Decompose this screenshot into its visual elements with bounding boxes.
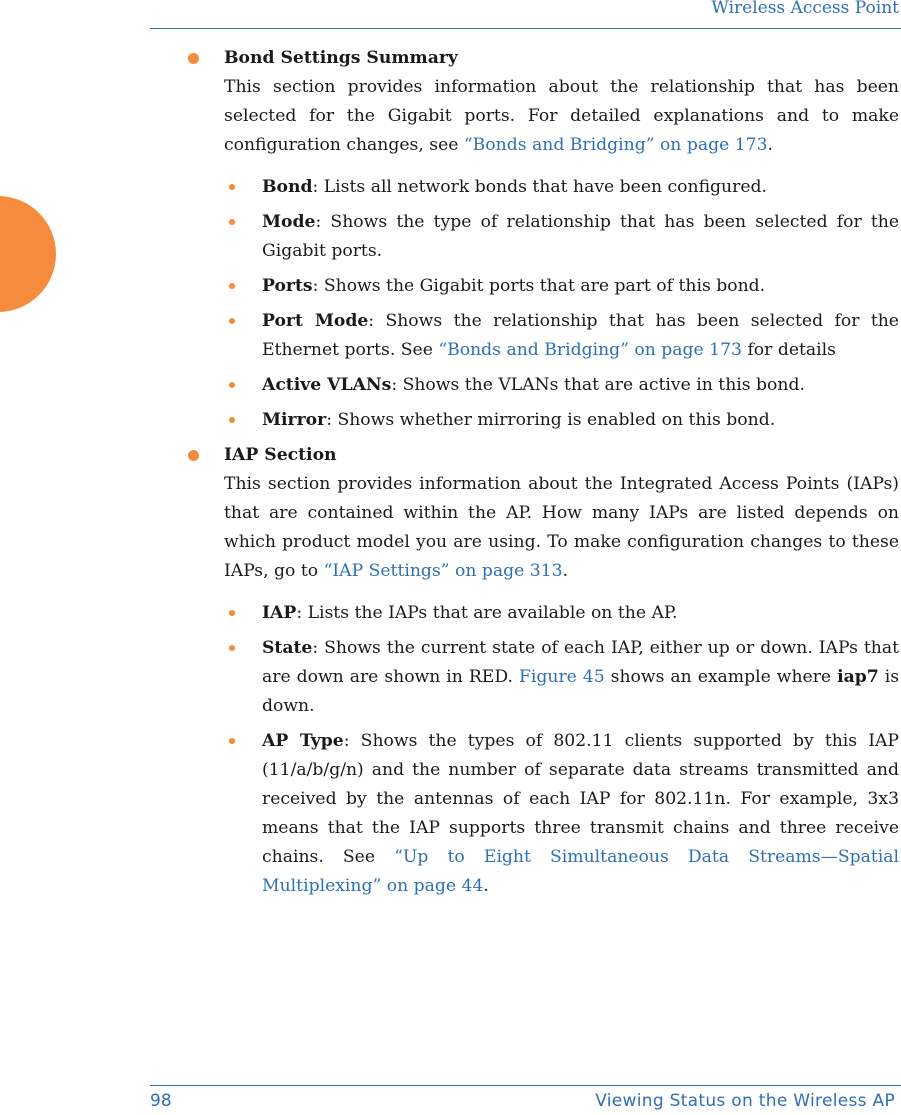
item-term: Active VLANs [262,375,392,395]
cross-reference-link[interactable]: “Bonds and Bridging” on page 173 [463,135,768,155]
section-iap [188,441,899,901]
page-number: 98 [150,1091,172,1111]
inline-bold-term: iap7 [837,667,879,687]
running-footer [150,1085,901,1115]
bullet-icon [229,610,235,616]
item-term: Mode [262,212,316,232]
bullet-icon [229,382,235,388]
page-content [188,44,899,907]
list-item: AP Type: Shows the types of 802.11 clients supported by this IAP (11/a/b/g/n) and the number of separate data streams transmitted and received by the antennas of each IAP for 802.11n. For example, 3x3 means that the IAP supports three transmit chains and three receive chains. See “Up to Eight Simultaneous Data Streams—Spatial Multiplexing” on page 44. [224,727,899,901]
list-item: Port Mode: Shows the relationship that has been selected for the Ethernet ports. See “Bonds and Bridging” on page 173 for details [224,307,899,365]
field-list [224,173,899,435]
section-title: Bond Settings Summary [224,48,458,68]
bullet-icon [229,417,235,423]
list-item: State: Shows the current state of each IAP, either up or down. IAPs that are down are shown in RED. Figure 45 shows an example where iap7 is down. [224,634,899,721]
bullet-icon [229,283,235,289]
section-title: IAP Section [224,445,337,465]
section-bond-settings-summary [188,44,899,435]
list-item: Mirror: Shows whether mirroring is enabled on this bond. [224,406,899,435]
section-bullet-icon [188,53,199,64]
list-item: Ports: Shows the Gigabit ports that are part of this bond. [224,272,899,301]
chapter-tab-marker [0,196,56,312]
bullet-icon [229,219,235,225]
item-term: Mirror [262,410,327,430]
section-bullet-icon [188,450,199,461]
item-term: Ports [262,276,313,296]
item-term: State [262,638,313,658]
bullet-icon [229,645,235,651]
item-term: IAP [262,603,297,623]
list-item: Bond: Lists all network bonds that have been configured. [224,173,899,202]
cross-reference-link[interactable]: “Up to Eight Simultaneous Data Streams—Spatial Multiplexing” on page 44 [262,847,899,896]
item-term: AP Type [262,731,344,751]
field-list [224,599,899,901]
bullet-icon [229,318,235,324]
header-title: Wireless Access Point [711,0,899,18]
section-description: This section provides information about the Integrated Access Points (IAPs) that are contained within the AP. How many IAPs are listed depends on which product model you are using. To make configuration changes to these IAPs, go to “IAP Settings” on page 313. [224,474,899,581]
list-item: IAP: Lists the IAPs that are available on the AP. [224,599,899,628]
figure-reference-link[interactable]: Figure 45 [518,667,605,687]
list-item: Active VLANs: Shows the VLANs that are active in this bond. [224,371,899,400]
cross-reference-link[interactable]: “Bonds and Bridging” on page 173 [438,340,742,360]
item-term: Bond [262,177,313,197]
section-description: This section provides information about the relationship that has been selected for the Gigabit ports. For detailed explanations and to make configuration changes, see “Bonds and Bridging” on page 173. [224,77,899,155]
list-item: Mode: Shows the type of relationship that has been selected for the Gigabit ports. [224,208,899,266]
item-term: Port Mode [262,311,369,331]
cross-reference-link[interactable]: “IAP Settings” on page 313 [323,561,563,581]
chapter-title: Viewing Status on the Wireless AP [595,1091,895,1111]
bullet-icon [229,184,235,190]
running-header [150,0,901,29]
bullet-icon [229,738,235,744]
